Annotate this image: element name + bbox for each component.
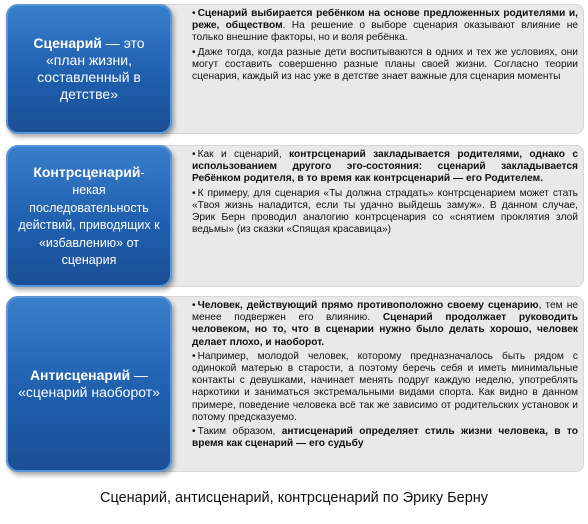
row-scenario-subtitle: — это «план жизни, составленный в детстве» bbox=[37, 35, 145, 102]
row-antiscenario-title: Антисценарий bbox=[29, 367, 131, 383]
bullet-icon: • bbox=[192, 149, 196, 160]
row-scenario-text bbox=[192, 8, 578, 85]
caption: Сценарий, антисценарий, контрсценарий по Эрику Берну bbox=[99, 490, 489, 506]
row-antiscenario-label-box bbox=[6, 296, 172, 472]
bullet-icon: • bbox=[192, 187, 196, 199]
para-text: Даже тогда, когда разные дети воспитываются в одних и тех же условиях, они могут составить совершенно разные планы своей жизни. Согласно теории сценария, каждый из нас уже в детстве знает важные для сценария моменты bbox=[192, 46, 578, 83]
row-scenario-label-box bbox=[6, 4, 172, 134]
para-bold: Человек, действующий прямо противоположно своему сценарию bbox=[197, 300, 539, 311]
para-text: , тем не менее подвержен его влиянию. bbox=[192, 300, 578, 324]
bullet-icon: • bbox=[192, 8, 196, 19]
para-text: . На решение о выборе сценария оказывают влияние не только внешние факторы, но и воля ребёнка. bbox=[192, 20, 578, 44]
row-counterscenario-subtitle: - некая последовательность действий, приводящих к «избавлению» от сценария bbox=[18, 165, 160, 267]
row-scenario-title: Сценарий bbox=[33, 35, 102, 51]
row-counterscenario-title: Контрсценарий bbox=[33, 163, 141, 180]
bullet-icon: • bbox=[192, 300, 196, 311]
row-scenario-label bbox=[16, 35, 162, 103]
row-antiscenario-para-3 bbox=[192, 426, 578, 450]
para-text: К примеру, для сценария «Ты должна страдать» контрсценарием может стать «Твоя жизнь наладится, если ты удачно выйдешь замуж». В данном случае, Эрик Берн проводил аналогию контрсценария со «снятием проклятия злой ведьмы» (из сказки «Спящая красавица») bbox=[192, 187, 578, 236]
row-antiscenario-label bbox=[16, 367, 162, 401]
bullet-icon: • bbox=[192, 426, 196, 438]
para-bold: контрсценарий закладывается родителями, однако с использованием другого эго-состояния: сценарий закладывается Ребёнком родителя, в то время как контрсценарий — его Родителем. bbox=[192, 149, 578, 185]
row-antiscenario bbox=[6, 296, 584, 472]
row-counterscenario bbox=[6, 145, 584, 287]
row-counterscenario-label-box bbox=[6, 145, 172, 287]
row-antiscenario-para-2 bbox=[192, 351, 578, 424]
row-counterscenario-text bbox=[192, 149, 578, 238]
row-scenario bbox=[6, 4, 584, 134]
row-scenario-para-2 bbox=[192, 47, 578, 84]
row-counterscenario-label bbox=[16, 164, 162, 269]
para-text: Таким образом, bbox=[197, 426, 282, 438]
row-counterscenario-para-1 bbox=[192, 149, 578, 186]
para-bold: антисценарий определяет стиль жизни человека, в то время как сценарий — его судьбу bbox=[192, 426, 578, 450]
row-antiscenario-subtitle: — «сценарий наоборот» bbox=[18, 367, 160, 400]
row-antiscenario-text bbox=[192, 300, 578, 452]
bullet-icon: • bbox=[192, 46, 196, 58]
para-text: Например, молодой человек, которому предназначалось быть рядом с одинокой матерью в старости, а поэтому беречь себя и иметь минимальные контакты с девушками, начинает менять подруг каждую неделю, употреблять наркотики и заниматься экстремальными видами спорта. Как видно в данном примере, поведение человека всё так же зависимо от родительских установок и потому предсказуемо. bbox=[192, 350, 578, 423]
para-text: Как и сценарий, bbox=[197, 149, 290, 160]
para-bold: Сценарий продолжает руководить человеком, но то, что в сценарии нужно было делать хорошо, человек делает плохо, и наоборот. bbox=[192, 312, 579, 348]
bullet-icon: • bbox=[192, 350, 196, 362]
row-antiscenario-para-1 bbox=[192, 300, 578, 349]
row-counterscenario-para-2 bbox=[192, 188, 578, 237]
row-scenario-para-1 bbox=[192, 8, 578, 45]
para-bold: Сценарий выбирается ребёнком на основе предложенных родителями и, реже, обществом bbox=[192, 8, 578, 32]
